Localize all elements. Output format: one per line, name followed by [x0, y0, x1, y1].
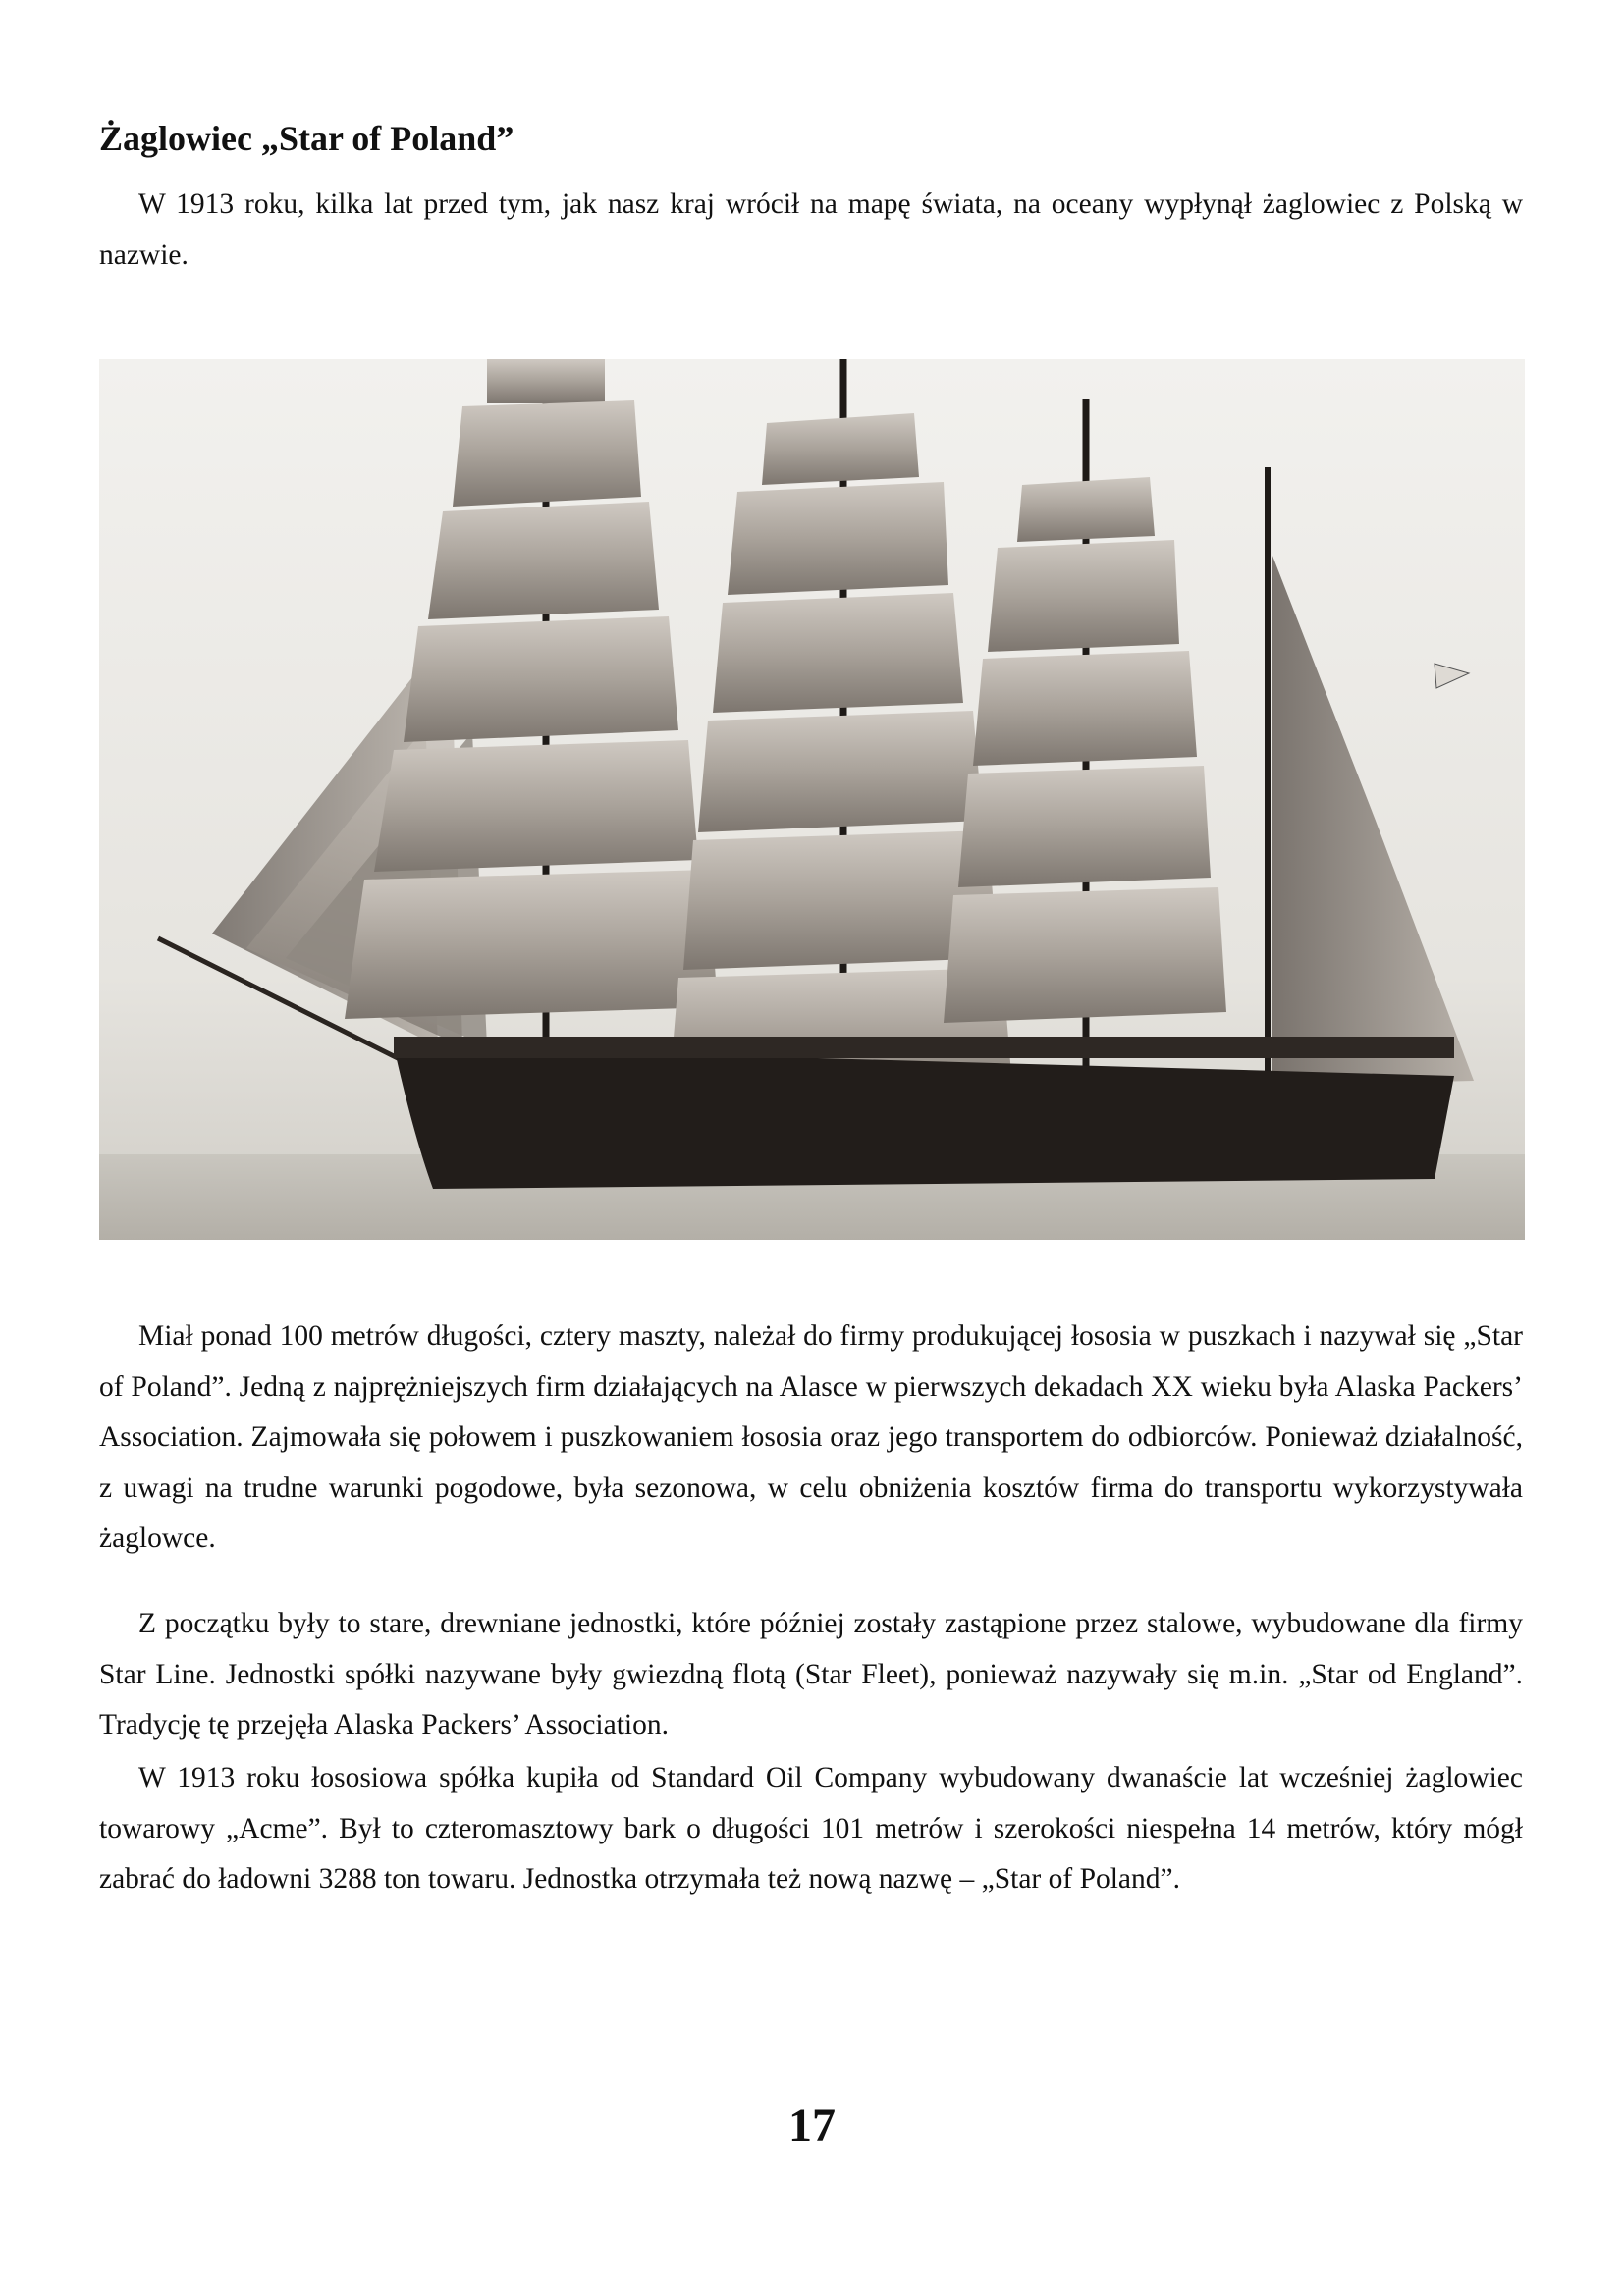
sailing-ship-photo [99, 359, 1525, 1240]
page-title: Żaglowiec „Star of Poland” [99, 119, 514, 158]
body-paragraph: Z początku były to stare, drewniane jednostki, które później zostały zastąpione przez stalowe, wybudowane dla firmy Star Line. Jednostki spółki nazywane były gwiezdną flotą (Star Fleet), ponieważ nazywały się m.in. „Star od England”. Tradycję tę przejęła Alaska Packers’ Association. [99, 1608, 1523, 1740]
body-paragraph: W 1913 roku łososiowa spółka kupiła od Standard Oil Company wybudowany dwanaście lat wcześniej żaglowiec towarowy „Acme”. Był to czteromasztowy bark o długości 101 metrów i szerokości niespełna 14 metrów, który mógł zabrać do ładowni 3288 ton towaru. Jednostka otrzymała też nową nazwę – „Star of Poland”. [99, 1762, 1523, 1895]
body-paragraph: Miał ponad 100 metrów długości, cztery maszty, należał do firmy produkującej łososia w puszkach i nazywał się „Star of Poland”. Jedną z najprężniejszych firm działających na Alasce w pierwszych dekadach XX wieku była Alaska Packers’ Association. Zajmowała się połowem i puszkowaniem łososia oraz jego transportem do odbiorców. Ponieważ działalność, z uwagi na trudne warunki pogodowe, była sezonowa, w celu obniżenia kosztów firma do transportu wykorzystywała żaglowce. [99, 1320, 1523, 1554]
page-number: 17 [788, 2100, 836, 2152]
intro-paragraph: W 1913 roku, kilka lat przed tym, jak nasz kraj wrócił na mapę świata, na oceany wypłynął żaglowiec z Polską w nazwie. [99, 188, 1523, 271]
